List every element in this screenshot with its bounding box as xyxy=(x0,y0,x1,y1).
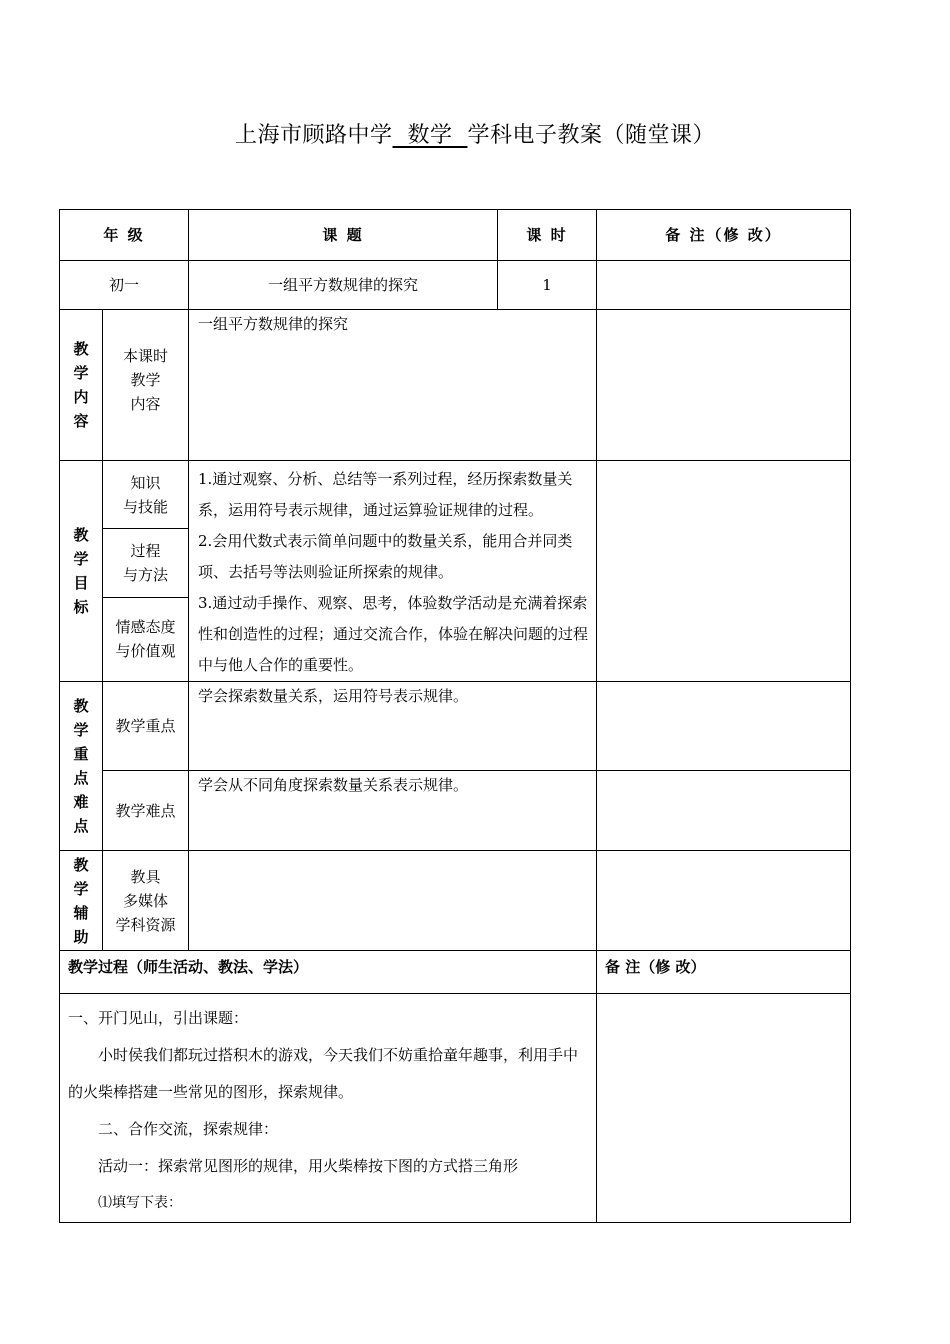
content-label: 教 学 内 容 xyxy=(60,310,103,461)
title-subject: 数学 xyxy=(392,123,468,148)
goals-sub-process: 过程 与方法 xyxy=(103,529,189,597)
content-text: 一组平方数规律的探究 xyxy=(189,310,597,461)
goals-text xyxy=(189,461,597,682)
content-sub-label: 本课时 教学 内容 xyxy=(103,310,189,461)
goal-item-1: 1.通过观察、分析、总结等一系列过程，经历探索数量关系，运用符号表示规律，通过运算验证规律的过程。 xyxy=(198,470,573,519)
diff-text: 学会从不同角度探索数量关系表示规律。 xyxy=(189,771,597,851)
col-header-topic: 课 题 xyxy=(189,210,498,261)
aids-content-cell xyxy=(189,851,597,951)
info-row xyxy=(60,261,851,310)
col-header-hours: 课 时 xyxy=(498,210,597,261)
diff-sub-label: 教学难点 xyxy=(103,771,189,851)
aids-notes-cell xyxy=(597,851,851,951)
goals-sub-knowledge: 知识 与技能 xyxy=(103,461,189,529)
notes-cell xyxy=(597,261,851,310)
hours-value: 1 xyxy=(498,261,597,310)
title-suffix: 学科电子教案（随堂课） xyxy=(467,123,715,148)
col-header-grade: 年 级 xyxy=(60,210,189,261)
goals-notes-cell xyxy=(597,461,851,682)
process-header: 教学过程（师生活动、教法、学法） xyxy=(60,951,597,994)
process-line-4: 活动一：探索常见图形的规律，用火柴棒按下图的方式搭三角形 xyxy=(98,1157,519,1175)
lesson-plan-table xyxy=(59,209,851,1223)
col-header-notes: 备 注（修 改） xyxy=(597,210,851,261)
title-prefix: 上海市顾路中学 xyxy=(234,123,393,148)
keypoint-row xyxy=(60,682,851,771)
key-notes-cell xyxy=(597,682,851,771)
document-title xyxy=(0,118,950,149)
content-notes-cell xyxy=(597,310,851,461)
goal-item-2: 2.会用代数式表示简单问题中的数量关系，能用合并同类项、去括号等法则验证所探索的规律。 xyxy=(198,532,573,581)
key-sub-label: 教学重点 xyxy=(103,682,189,771)
goal-item-3: 3.通过动手操作、观察、思考，体验数学活动是充满着探索性和创造性的过程；通过交流合作，体验在解决问题的过程中与他人合作的重要性。 xyxy=(198,594,589,674)
process-line-1: 一、开门见山，引出课题： xyxy=(68,1009,249,1027)
content-row xyxy=(60,310,851,461)
process-body-row xyxy=(60,994,851,1223)
process-notes-cell xyxy=(597,994,851,1223)
process-header-row xyxy=(60,951,851,994)
topic-value: 一组平方数规律的探究 xyxy=(189,261,498,310)
key-text: 学会探索数量关系，运用符号表示规律。 xyxy=(189,682,597,771)
aids-row xyxy=(60,851,851,951)
goals-row-1 xyxy=(60,461,851,529)
keypoints-label: 教 学 重 点 难 点 xyxy=(60,682,103,851)
goals-sub-attitude: 情感态度 与价值观 xyxy=(103,597,189,681)
process-line-3: 二、合作交流，探索规律： xyxy=(98,1120,279,1138)
diff-notes-cell xyxy=(597,771,851,851)
goals-label: 教 学 目 标 xyxy=(60,461,103,682)
header-row xyxy=(60,210,851,261)
grade-value: 初一 xyxy=(60,261,189,310)
aids-sub-label: 教具 多媒体 学科资源 xyxy=(103,851,189,951)
process-content xyxy=(60,994,597,1223)
process-line-2: 小时侯我们都玩过搭积木的游戏，今天我们不妨重拾童年趣事，利用手中的火柴棒搭建一些常见的图形，探索规律。 xyxy=(68,1046,579,1101)
difficulty-row xyxy=(60,771,851,851)
process-line-5: ⑴填写下表： xyxy=(98,1195,182,1211)
aids-label: 教 学 辅 助 xyxy=(60,851,103,951)
process-notes-header: 备 注（修 改） xyxy=(597,951,851,994)
